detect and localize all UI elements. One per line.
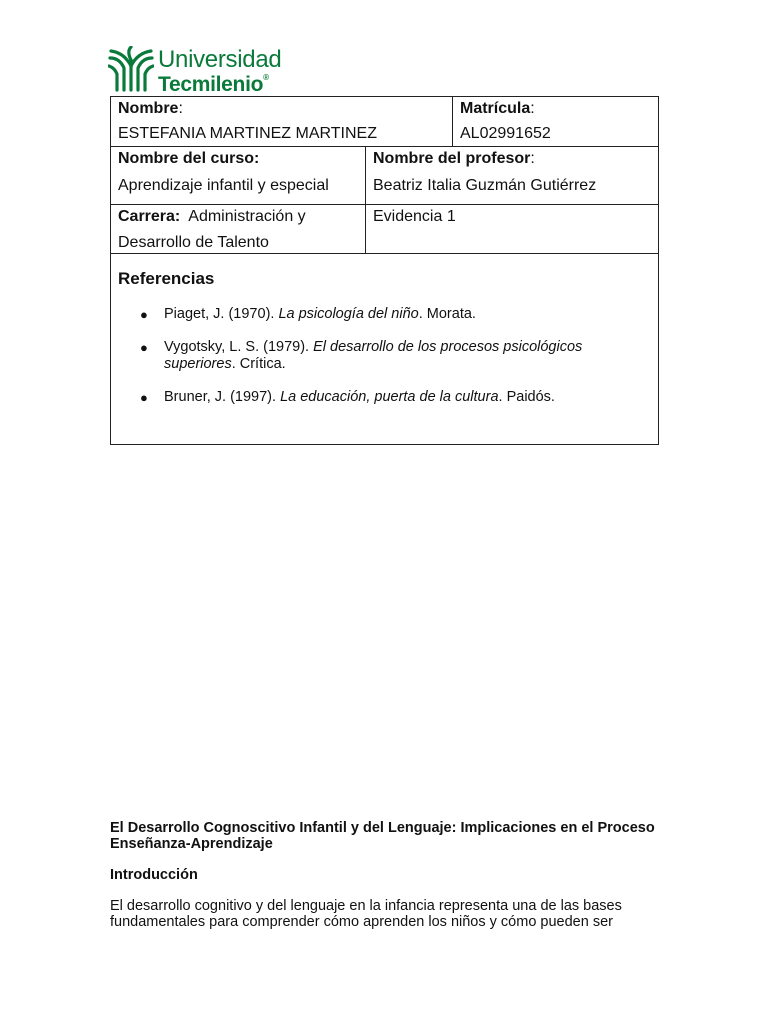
nombre-cell: Nombre: ESTEFANIA MARTINEZ MARTINEZ: [110, 96, 453, 147]
logo-registered-mark: ®: [263, 73, 269, 82]
reference-item: ● Bruner, J. (1997). La educación, puerta de la cultura. Paidós.: [140, 389, 555, 405]
logo-university-text: Universidad: [158, 46, 282, 73]
profesor-label: Nombre del profesor: [373, 150, 531, 167]
evidencia-cell: [365, 204, 659, 254]
tree-logo-icon: [108, 46, 154, 92]
profesor-value: Beatriz Italia Guzmán Gutiérrez: [373, 177, 597, 194]
matricula-label: Matrícula: [460, 100, 531, 117]
reference-item: ● Vygotsky, L. S. (1979). El desarrollo de los procesos psicológicos superiores. Crítica.: [140, 339, 583, 372]
nombre-value: ESTEFANIA MARTINEZ MARTINEZ: [118, 125, 377, 142]
matricula-cell: Matrícula: AL02991652: [452, 96, 659, 147]
curso-value: Aprendizaje infantil y especial: [118, 177, 329, 194]
matricula-value: AL02991652: [460, 125, 551, 142]
nombre-label: Nombre: [118, 100, 179, 117]
carrera-value-line2: Desarrollo de Talento: [118, 234, 269, 251]
curso-label: Nombre del curso:: [118, 150, 260, 167]
evidencia-text: Evidencia 1: [373, 208, 456, 225]
references-list: [118, 306, 651, 406]
profesor-cell: Nombre del profesor: Beatriz Italia Guzmán Gutiérrez: [365, 146, 659, 205]
references-box: [110, 253, 659, 445]
carrera-cell: [110, 204, 366, 254]
references-heading: Referencias: [118, 269, 215, 288]
intro-paragraph: El desarrollo cognitivo y del lenguaje en la infancia representa una de las bases fundamentales para comprender cómo aprenden los niños y cómo pueden ser: [110, 898, 622, 930]
curso-cell: [110, 146, 366, 205]
university-logo: [108, 44, 298, 96]
reference-item: ● Piaget, J. (1970). La psicología del niño. Morata.: [140, 306, 476, 322]
logo-tecmilenio-text: Tecmilenio: [158, 73, 264, 96]
essay-title: El Desarrollo Cognoscitivo Infantil y del Lenguaje: Implicaciones en el Proceso Enseñanza-Aprendizaje: [110, 820, 655, 852]
carrera-label: Carrera:: [118, 208, 181, 225]
carrera-value-line1: Administración y: [188, 208, 306, 225]
intro-heading: Introducción: [110, 867, 198, 883]
